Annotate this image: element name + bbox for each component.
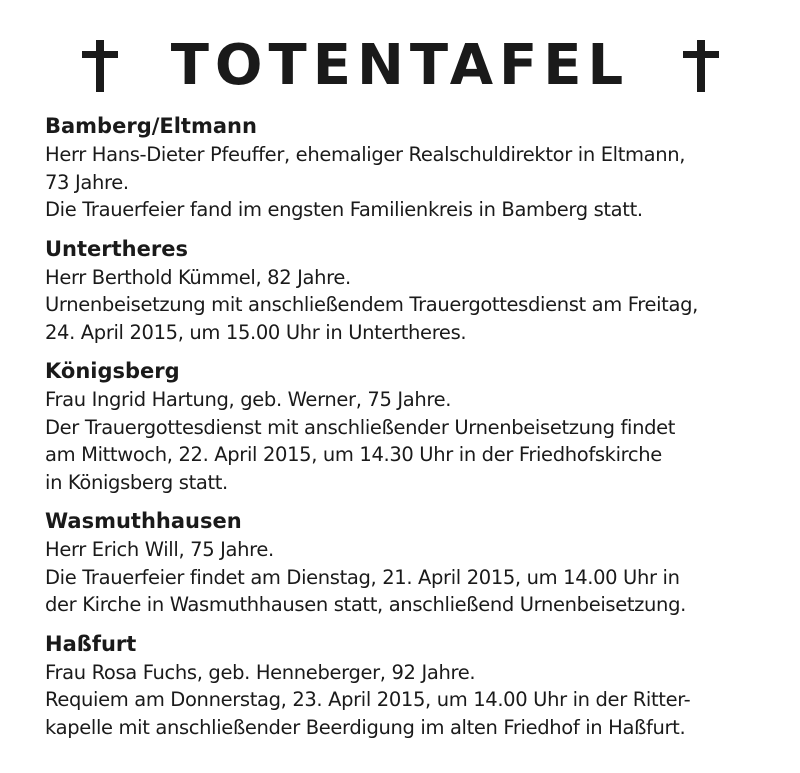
obituary-entry [45,630,785,742]
notice-header [0,34,800,98]
notice-text-line: Herr Hans-Dieter Pfeuffer, ehemaliger Realschuldirektor in Eltmann, [45,143,686,166]
notice-text-line: kapelle mit anschließender Beerdigung im alten Friedhof in Haßfurt. [45,715,686,739]
obituary-entry [45,357,785,496]
notice-text-line: Requiem am Donnerstag, 23. April 2015, um 14.00 Uhr in der Ritter- [45,688,691,711]
notice-text-line: Der Trauergottesdienst mit anschließender Urnenbeisetzung findet [45,415,676,439]
notice-text-line: in Königsberg statt. [45,470,228,494]
obituary-entry [45,235,785,347]
cross-icon [683,40,719,92]
place-heading: Bamberg/Eltmann [45,114,257,138]
notice-text-line: Herr Berthold Kümmel, 82 Jahre. [45,265,351,289]
notice-text-line: Frau Rosa Fuchs, geb. Henneberger, 92 Jahre. [45,660,476,684]
notice-text-line: am Mittwoch, 22. April 2015, um 14.30 Uhr in der Friedhofskirche [45,443,662,466]
notice-text-line: 73 Jahre. [45,170,129,194]
notice-text-line: Die Trauerfeier findet am Dienstag, 21. April 2015, um 14.00 Uhr in [45,565,680,589]
place-heading: Haßfurt [45,631,137,656]
obituary-entry [45,112,785,224]
notice-text-line: 24. April 2015, um 15.00 Uhr in Untertheres. [45,320,467,344]
place-heading: Wasmuthhausen [45,509,242,533]
place-heading: Königsberg [45,359,180,383]
obituary-list [45,112,785,752]
place-heading: Untertheres [45,236,188,261]
notice-title: TOTENTAFEL [170,33,630,98]
notice-text-line: der Kirche in Wasmuthhausen statt, anschließend Urnenbeisetzung. [45,593,686,616]
notice-text-line: Frau Ingrid Hartung, geb. Werner, 75 Jahre. [45,388,452,411]
notice-text-line: Urnenbeisetzung mit anschließendem Trauergottesdienst am Freitag, [45,293,698,316]
notice-text-line: Herr Erich Will, 75 Jahre. [45,538,274,561]
notice-text-line: Die Trauerfeier fand im engsten Familienkreis in Bamberg statt. [45,198,643,221]
obituary-entry [45,507,785,619]
